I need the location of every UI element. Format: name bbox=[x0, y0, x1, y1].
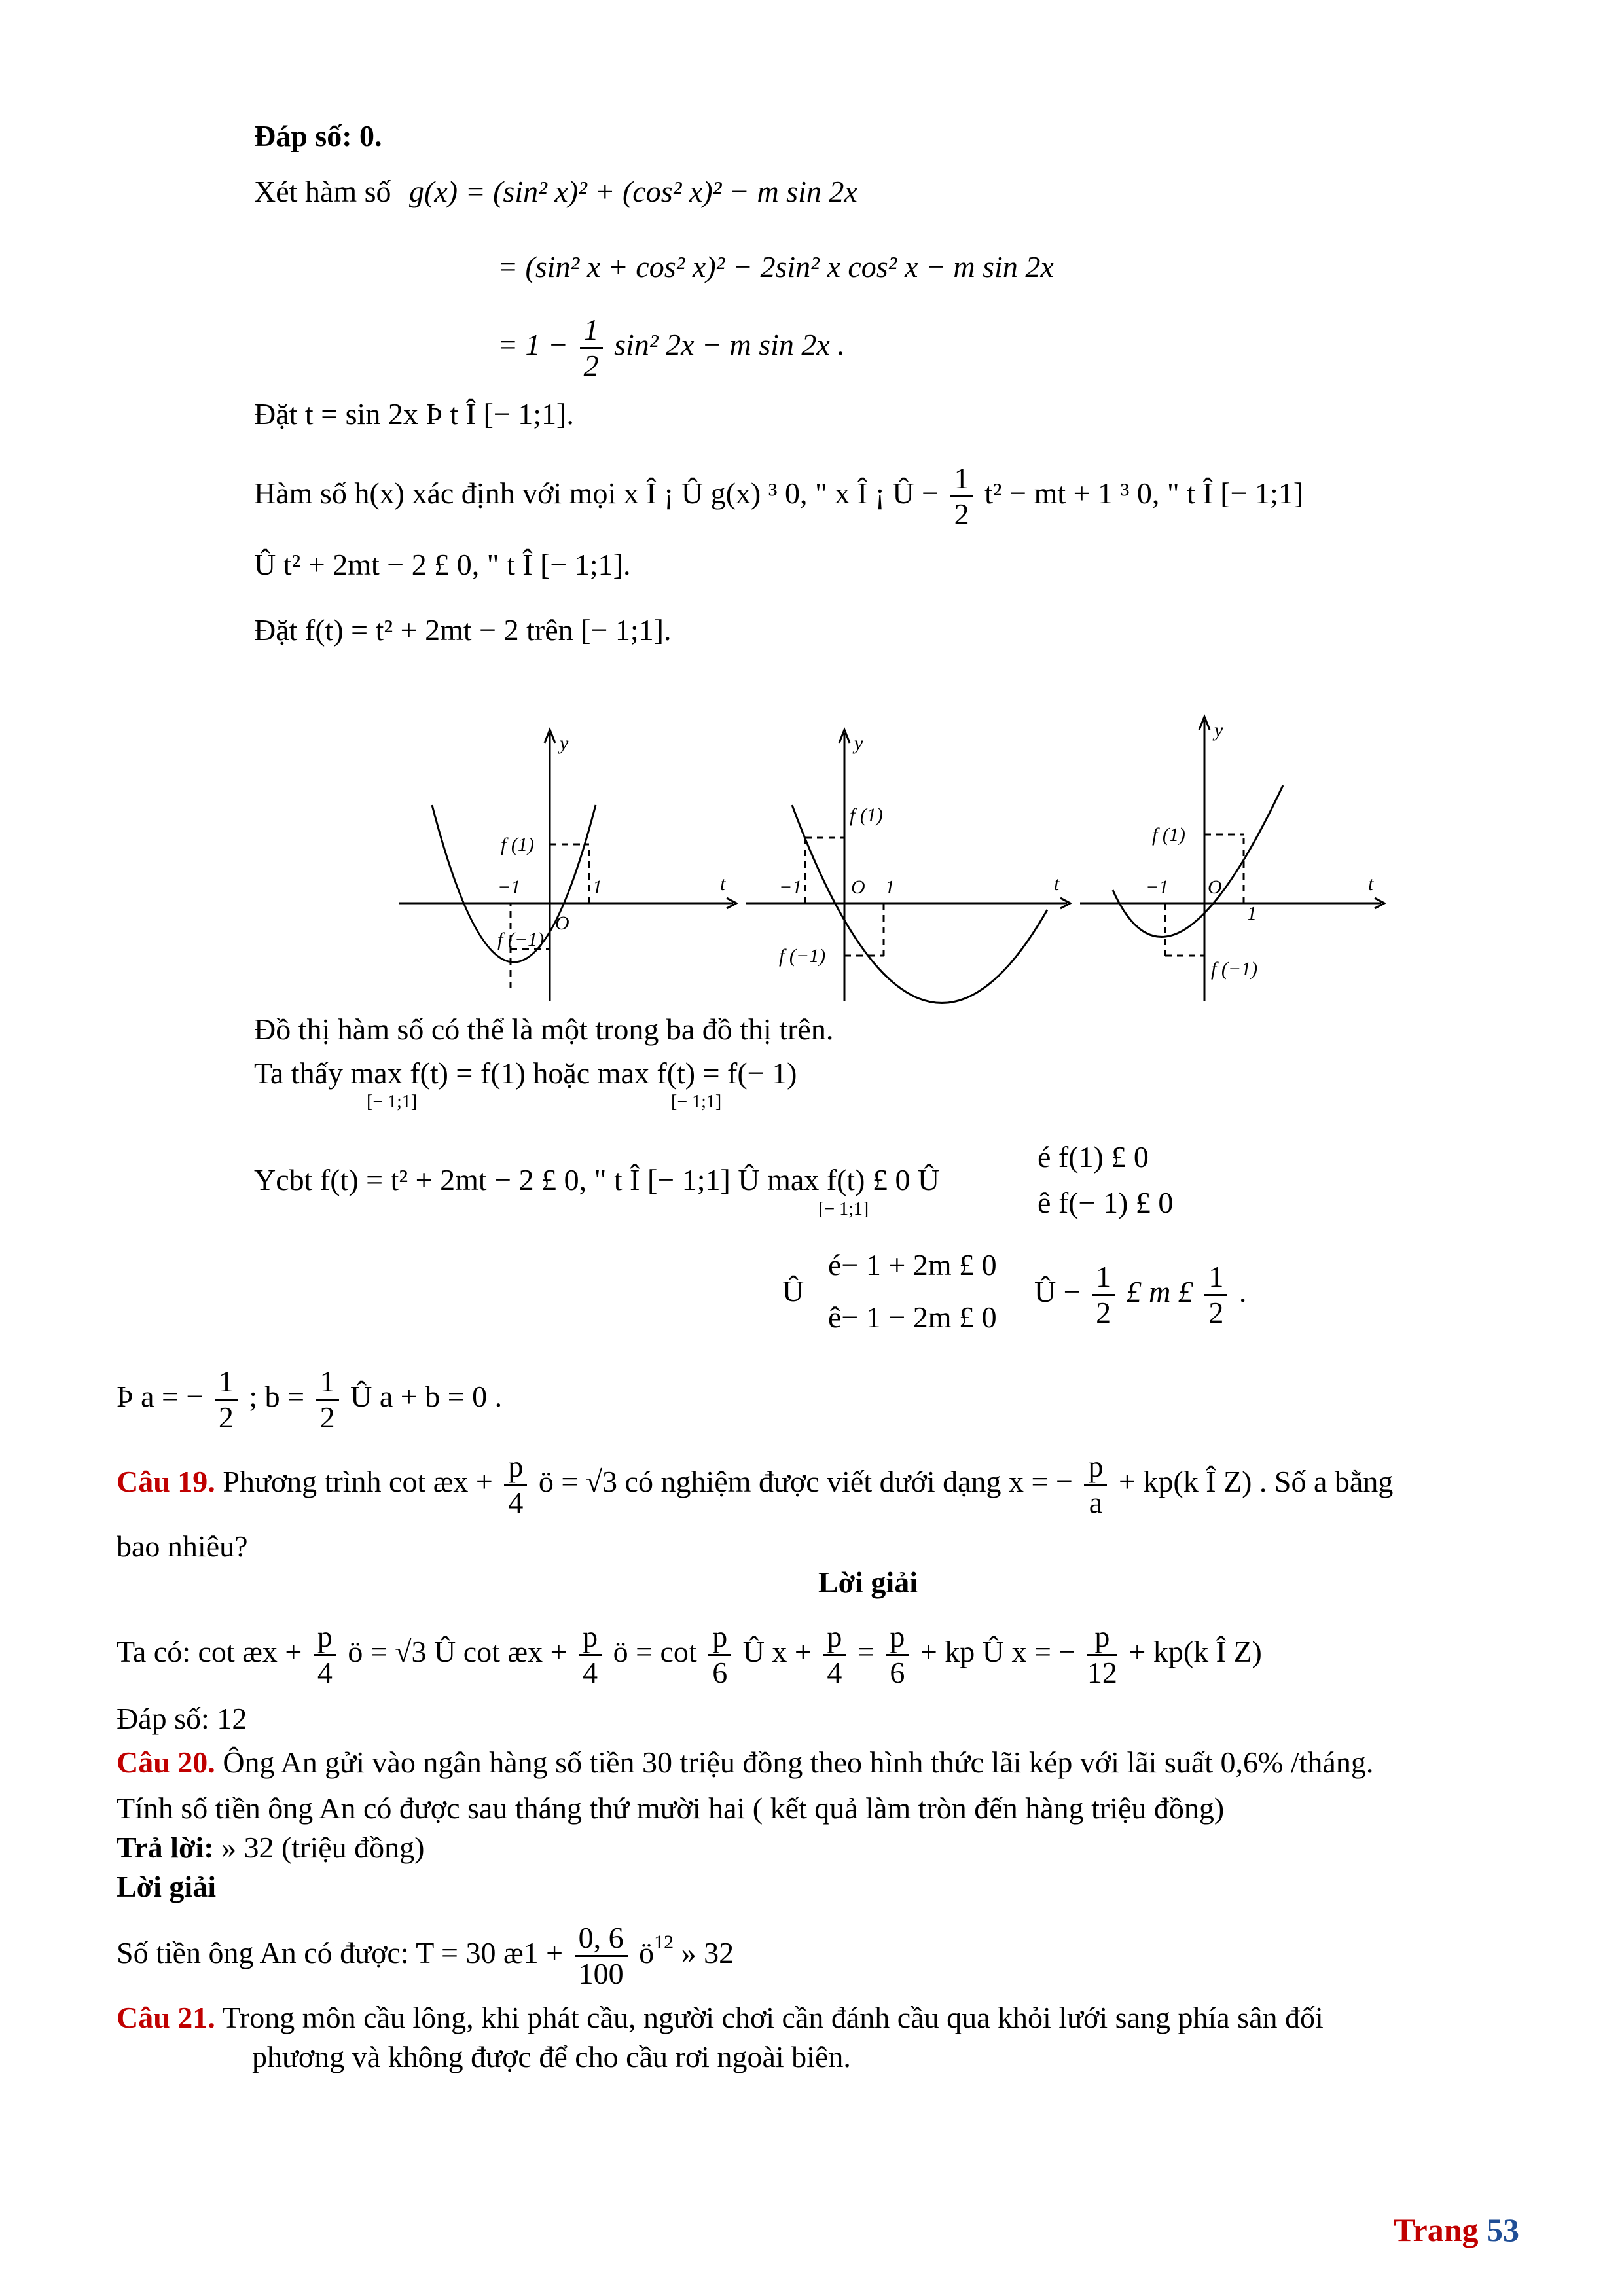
frac-den: 100 bbox=[578, 1957, 624, 1990]
math: Ta có: cot æx + bbox=[117, 1635, 302, 1669]
frac-den: 2 bbox=[1208, 1296, 1224, 1329]
frac-num: 0, 6 bbox=[575, 1921, 628, 1957]
tick-label: −1 bbox=[1146, 876, 1169, 898]
math: ö = √3 Û cot æx + bbox=[348, 1635, 568, 1669]
solution-title: Lời giải bbox=[818, 1566, 918, 1599]
tick-label: 1 bbox=[592, 876, 602, 898]
q20-line1 bbox=[117, 1744, 1373, 1781]
answer-header: Đáp số: 0. bbox=[254, 119, 382, 152]
tick-label: 1 bbox=[1247, 903, 1257, 924]
frac-num: p bbox=[886, 1620, 909, 1656]
fraction bbox=[950, 461, 973, 531]
frac-den: 12 bbox=[1087, 1656, 1117, 1689]
q19-line2: bao nhiêu? bbox=[117, 1530, 248, 1563]
exponent: 12 bbox=[654, 1931, 674, 1954]
frac-num: 1 bbox=[1204, 1260, 1227, 1296]
math: Û a + b = 0 . bbox=[350, 1380, 503, 1414]
math: ; b = bbox=[249, 1380, 305, 1414]
frac-num: p bbox=[504, 1450, 527, 1486]
fraction bbox=[316, 1365, 339, 1435]
tick-label: −1 bbox=[497, 876, 521, 898]
question-label: Câu 21. bbox=[117, 2001, 215, 2034]
fm1-label: f (−1) bbox=[1211, 958, 1258, 980]
math: ö = cot bbox=[613, 1635, 697, 1669]
text: Ông An gửi vào ngân hàng số tiền 30 triệu đồng theo hình thức lãi kép với lãi suất 0,6% /tháng. bbox=[223, 1746, 1374, 1779]
equiv-symbol: Û bbox=[782, 1274, 804, 1308]
axis-label-y: y bbox=[560, 732, 569, 754]
page-label: Trang bbox=[1393, 2212, 1487, 2248]
frac-den: 2 bbox=[583, 349, 599, 382]
fraction bbox=[1084, 1450, 1107, 1520]
parabola bbox=[1113, 785, 1283, 937]
f1-label: f (1) bbox=[501, 834, 534, 855]
line-9: Ta thấy max f(t) = f(1) hoặc max f(t) = f(− 1) bbox=[254, 1056, 797, 1090]
frac-num: 1 bbox=[215, 1365, 238, 1401]
fraction bbox=[575, 1921, 628, 1991]
line-11-result bbox=[1034, 1260, 1246, 1330]
q19-solution bbox=[117, 1620, 1262, 1690]
frac-num: 1 bbox=[1092, 1260, 1115, 1296]
text: ö = √3 có nghiệm được viết dưới dạng x = − bbox=[538, 1465, 1073, 1499]
solution-title: Lời giải bbox=[117, 1870, 216, 1903]
fm1-label: f (−1) bbox=[779, 945, 826, 967]
frac-num: 1 bbox=[950, 461, 973, 497]
max-subscript: [− 1;1] bbox=[818, 1199, 869, 1219]
fraction bbox=[886, 1620, 909, 1690]
frac-den: 4 bbox=[317, 1656, 333, 1689]
math: g(x) = (sin² x)² + (cos² x)² − m sin 2x bbox=[409, 175, 857, 208]
frac-num: p bbox=[1087, 1620, 1117, 1656]
math: + kp(k Î Z) bbox=[1128, 1635, 1262, 1669]
frac-num: p bbox=[579, 1620, 602, 1656]
origin-label: O bbox=[555, 912, 569, 934]
frac-den: 2 bbox=[319, 1401, 335, 1434]
line-8: Đồ thị hàm số có thể là một trong ba đồ thị trên. bbox=[254, 1013, 834, 1046]
line-4: Đặt t = sin 2x Þ t Î [− 1;1]. bbox=[254, 397, 574, 431]
frac-den: 4 bbox=[508, 1486, 524, 1519]
frac-num: p bbox=[708, 1620, 731, 1656]
max-subscript: [− 1;1] bbox=[671, 1092, 722, 1112]
frac-den: 2 bbox=[954, 497, 969, 531]
line-1 bbox=[254, 173, 857, 210]
f1-label: f (1) bbox=[850, 804, 883, 826]
frac-den: 6 bbox=[890, 1656, 905, 1689]
text: + kp(k Î Z) . Số a bằng bbox=[1118, 1465, 1394, 1499]
fm1-label: f (−1) bbox=[497, 929, 545, 950]
q21-line2: phương và không được để cho cầu rơi ngoài biên. bbox=[252, 2040, 851, 2073]
axis-label-y: y bbox=[1214, 719, 1223, 741]
math: £ m £ bbox=[1126, 1275, 1193, 1309]
line-2: = (sin² x + cos² x)² − 2sin² x cos² x − m sin 2x bbox=[497, 250, 1054, 283]
text: Phương trình cot æx + bbox=[223, 1465, 501, 1499]
fraction bbox=[1204, 1260, 1227, 1330]
axis-label-t: t bbox=[1368, 873, 1374, 895]
tick-label: −1 bbox=[779, 876, 803, 898]
f1-label: f (1) bbox=[1152, 824, 1185, 846]
fraction bbox=[1092, 1260, 1115, 1330]
system-row: é f(1) £ 0 bbox=[1038, 1140, 1149, 1174]
line-5 bbox=[254, 461, 1303, 531]
fraction bbox=[215, 1365, 238, 1435]
answer-label: Trả lời: bbox=[117, 1831, 214, 1864]
axis-label-y: y bbox=[854, 732, 863, 754]
origin-label: O bbox=[1208, 876, 1222, 898]
system-row: é− 1 + 2m £ 0 bbox=[828, 1248, 997, 1282]
frac-den: 4 bbox=[827, 1656, 842, 1689]
math: = bbox=[857, 1635, 875, 1669]
text: Trong môn cầu lông, khi phát cầu, người chơi cần đánh cầu qua khỏi lưới sang phía sân đối bbox=[222, 2001, 1324, 2034]
fraction bbox=[1087, 1620, 1117, 1690]
frac-den: 6 bbox=[712, 1656, 728, 1689]
text: Xét hàm số bbox=[254, 175, 391, 208]
math: t² − mt + 1 ³ 0, " t Î [− 1;1] bbox=[984, 476, 1304, 511]
math: » 32 bbox=[681, 1936, 734, 1970]
q20-line2: Tính số tiền ông An có được sau tháng thứ mười hai ( kết quả làm tròn đến hàng triệu đồng) bbox=[117, 1791, 1225, 1825]
system-row: ê f(− 1) £ 0 bbox=[1038, 1186, 1174, 1219]
line-3 bbox=[497, 313, 845, 383]
frac-num: p bbox=[1084, 1450, 1107, 1486]
math: = 1 − bbox=[497, 328, 569, 362]
frac-den: 2 bbox=[218, 1401, 234, 1434]
frac-num: 1 bbox=[580, 313, 603, 349]
fraction bbox=[504, 1450, 527, 1520]
math: Û x + bbox=[742, 1635, 812, 1669]
math: ö bbox=[639, 1936, 655, 1970]
question-label: Câu 19. bbox=[117, 1465, 215, 1499]
math: . bbox=[1238, 1275, 1247, 1309]
question-label: Câu 20. bbox=[117, 1746, 215, 1779]
math: Þ a = − bbox=[117, 1380, 204, 1414]
answer-value: » 32 (triệu đồng) bbox=[221, 1831, 425, 1864]
fraction bbox=[708, 1620, 731, 1690]
page-number bbox=[1394, 2211, 1519, 2249]
tick-label: 1 bbox=[885, 876, 895, 898]
axis-label-t: t bbox=[720, 873, 726, 895]
math: Hàm số h(x) xác định với mọi x Î ¡ Û g(x) ³ 0, " x Î ¡ Û − bbox=[254, 476, 939, 511]
q19-answer: Đáp số: 12 bbox=[117, 1702, 247, 1735]
max-subscript: [− 1;1] bbox=[367, 1092, 418, 1112]
fraction bbox=[314, 1620, 336, 1690]
line-7: Đặt f(t) = t² + 2mt − 2 trên [− 1;1]. bbox=[254, 613, 672, 647]
math: sin² 2x − m sin 2x . bbox=[614, 328, 845, 362]
axis-label-t: t bbox=[1054, 873, 1060, 895]
frac-den: a bbox=[1089, 1486, 1103, 1519]
q20-answer bbox=[117, 1829, 424, 1866]
fraction bbox=[580, 313, 603, 383]
frac-den: 4 bbox=[583, 1656, 598, 1689]
system-row: ê− 1 − 2m £ 0 bbox=[828, 1300, 997, 1334]
fraction bbox=[823, 1620, 846, 1690]
line-6: Û t² + 2mt − 2 £ 0, " t Î [− 1;1]. bbox=[254, 548, 631, 581]
q20-solution bbox=[117, 1921, 734, 1991]
origin-label: O bbox=[851, 876, 865, 898]
math: Số tiền ông An có được: T = 30 æ1 + bbox=[117, 1936, 564, 1970]
frac-num: 1 bbox=[316, 1365, 339, 1401]
q21-line1 bbox=[117, 2000, 1324, 2036]
graphs-figure bbox=[393, 713, 1388, 1014]
frac-num: p bbox=[823, 1620, 846, 1656]
fraction bbox=[579, 1620, 602, 1690]
line-12 bbox=[117, 1365, 502, 1435]
frac-den: 2 bbox=[1096, 1296, 1111, 1329]
q19-line1 bbox=[117, 1450, 1393, 1520]
frac-num: p bbox=[314, 1620, 336, 1656]
math: Û − bbox=[1034, 1275, 1081, 1309]
page-number-value: 53 bbox=[1487, 2212, 1519, 2248]
math: + kp Û x = − bbox=[920, 1635, 1076, 1669]
line-10: Ycbt f(t) = t² + 2mt − 2 £ 0, " t Î [− 1;1] Û max f(t) £ 0 Û bbox=[254, 1163, 940, 1196]
